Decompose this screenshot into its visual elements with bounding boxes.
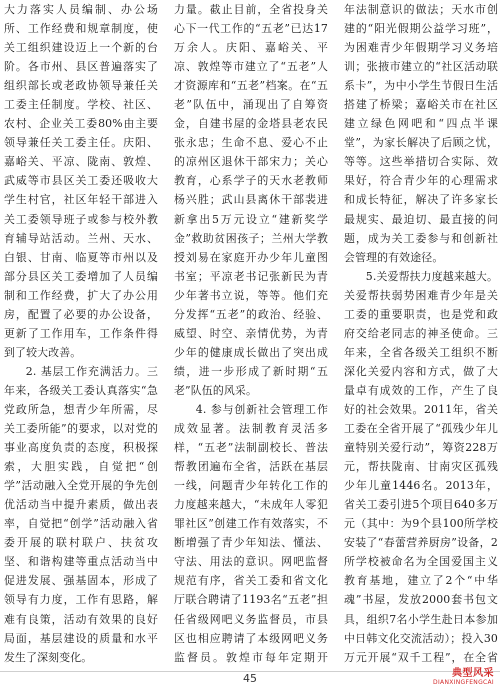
body-paragraph [4,667,158,668]
section-title-pinyin: DIANXINGFENGCAI [433,679,494,686]
body-paragraph: 大力落实人员编制、办公场所、工作经费和规章制度，使关工组织建设迈上一个新的台阶。各市州、县区普遍落实了组织部长或老政协领导兼任关工委主任制度。学校、社区、农村、企业关工委80%由主要领导兼任关工委主任。庆阳、嘉峪关、平凉、陇南、敦煌、武威等市县区关工委还吸收大学生村官，社区年轻干部进入关工委领导班子或参与校外教育辅导站活动。兰州、天水、白银、甘南、临夏等市州以及部分县区关工委增加了人员编制和工作经费，扩大了办公用房，配置了必要的办公设备，更新了工作用车，工作条件得到了较大改善。 [4,3,158,359]
page-number: 45 [243,672,257,685]
body-paragraph: 2. 基层工作充满活力。三年来，各级关工委认真落实“急党政所急，想青少年所需，尽关工委所能”的要求，以对党的事业高度负责的态度，积极探索，大胆实践，自觉把“创学”活动融入全党开展的争先创优活动当中提升素质，做出表率，自觉把“创学”活动融入省委开展的联村联户、扶贫攻坚、和谐构建等重点活动当中促进发展、强基固本，形成了领导有力度，工作有思路，解难有良策，活动有效果的良好局面，基层建设的质量和水平发生了深刻变化。 [4,364,158,664]
column-left [4,0,158,668]
column-right [344,0,498,668]
body-paragraph: 4. 参与创新社会管理工作成效显著。法制教育灵活多样，“五老”法制副校长、普法帮教团遍布全省，活跃在基层一线，问题青少年转化工作的力度越来越大，“未成年人零犯罪社区”创建工作有效落实，不断增强了青少年知法、懂法、守法、用法的意识。网吧监督规范有序，省关工委和省文化厅联合聘请了1193名“五老”担任省级网吧义务监督员，市县区也相应聘请了本级网吧义务监督员。敦煌市每年定期开 [174,402,328,664]
body-paragraph: 力量。截止目前，全省投身关心下一代工作的“五老”已达17万余人。庆阳、嘉峪关、平凉、敦煌等市建立了“五老”人才资源库和“五老”档案。在“五老”队伍中，涌现出了自筹资金，自建书屋的金塔县老农民张永忠；生命不息、爱心不止的凉州区退休干部宋力；关心教育，心系学子的天水老教师杨兴胜；武山县离休干部裴进新拿出5万元设立“建新奖学金”救助贫困孩子；兰州大学教授刘易在家庭开办少年儿童图书室；平凉老书记张新民为青少年著书立说，等等。他们充分发挥“五老”的政治、经验、威望、时空、亲情优势，为青少年的健康成长做出了突出成绩，进一步形成了新时期“五老”队伍的风采。 [174,3,328,397]
text-columns [4,0,498,668]
body-paragraph: 5.关爱帮扶力度越来越大。关爱帮扶弱势困难青少年是关工委的重要职责，也是党和政府交给老同志的神圣使命。三年来，全省各级关工组织不断深化关爱内容和方式，做了大量卓有成效的工作，产生了良好的社会效果。2011年，省关工委在全省开展了“孤残少年儿童特别关爱行动”，筹资228万元，帮扶陇南、甘南灾区孤残少年儿童1446名。2013年，省关工委引进5个项目640多万元（其中：为9个县100所学校安装了“春蕾营养厨房”设备，2所学校被命名为全国爱国主义教育基地，建立了2个“中华魂”书屋，发放2000套书包文具，组织7名小学生赴日本参加中日韩文化交流活动）；投入30万元开展“双千工程”，在全省 [344,269,498,664]
section-brand [433,668,494,687]
section-title: 典型风采 [452,668,494,679]
column-middle [174,0,328,668]
body-paragraph: 年法制意识的做法；天水市创建的“阳光假期公益学习班”，为困难青少年假期学习义务培训；张掖市建立的“社区活动联系卡”，为中小学生节假日生活搭建了桥梁；嘉峪关市在社区建立绿色网吧和“四点半课堂”，为家长解决了后顾之忧，等等。这些举措切合实际、效果好，符合青少年的心理需求和成长特征，解决了许多家长最规实、最迫切、最直接的问题，成为关工委参与和创新社会管理的有效途径。 [344,3,498,264]
